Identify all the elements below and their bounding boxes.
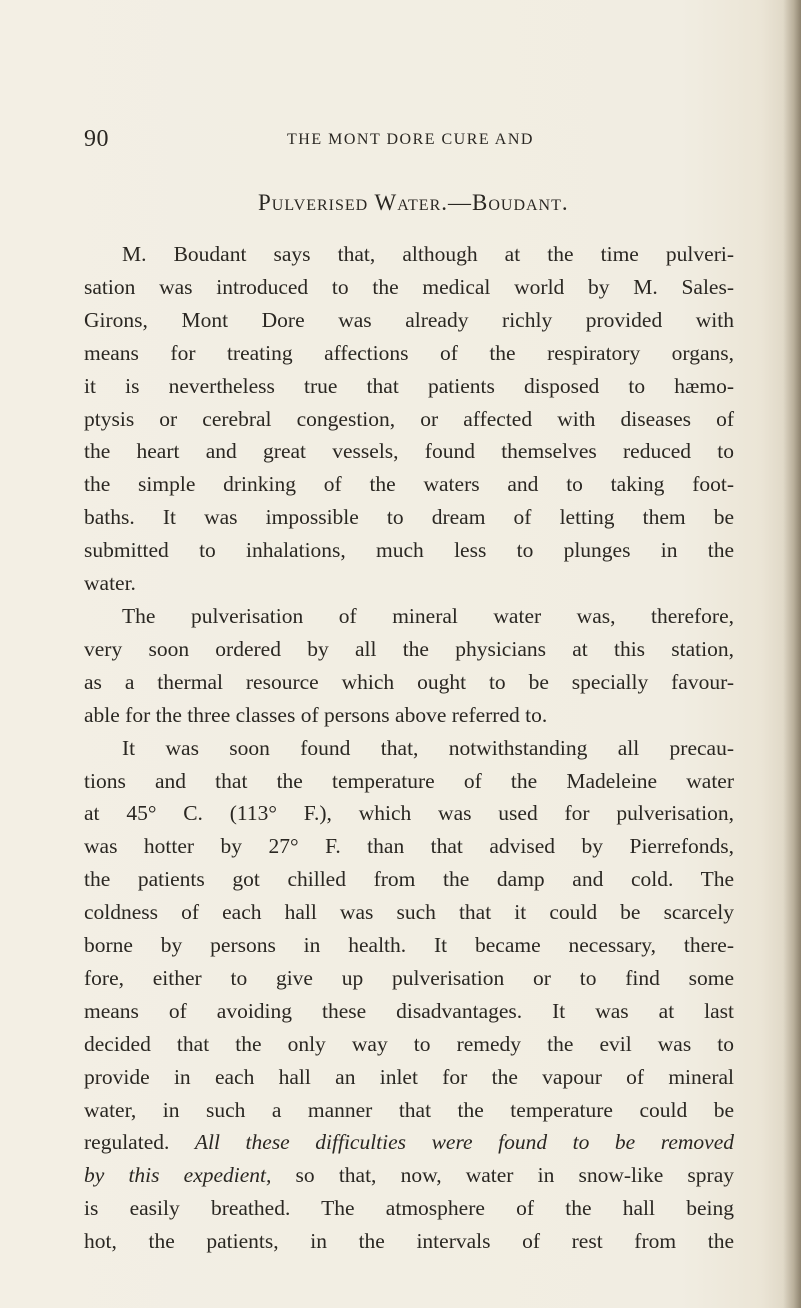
text-line: is easily breathed. The atmosphere of the hall being (84, 1196, 734, 1221)
text-line: borne by persons in health. It became necessary, there- (84, 933, 734, 958)
paragraph-3 (84, 732, 734, 1259)
text-line: provide in each hall an inlet for the vapour of mineral (84, 1064, 734, 1089)
text-line: sation was introduced to the medical world by M. Sales- (84, 274, 734, 299)
text-line (84, 1159, 734, 1192)
plain-text: so that, now, water in snow-like spray (271, 1163, 734, 1188)
regulated-text: regulated. (84, 1130, 195, 1155)
text-line: it is nevertheless true that patients disposed to hæmo- (84, 373, 734, 398)
text-line (84, 1126, 734, 1159)
text-line: the simple drinking of the waters and to taking foot- (84, 472, 734, 497)
text-line: as a thermal resource which ought to be specially favour- (84, 669, 734, 694)
text-line: means of avoiding these disadvantages. It was at last (84, 998, 734, 1023)
text-line: ptysis or cerebral congestion, or affected with diseases of (84, 406, 734, 431)
text-line: decided that the only way to remedy the evil was to (84, 1031, 734, 1056)
text-line: able for the three classes of persons above referred to. (84, 702, 548, 727)
page-number: 90 (84, 126, 109, 152)
text-line: Girons, Mont Dore was already richly provided with (84, 307, 734, 332)
text-line: tions and that the temperature of the Madeleine water (84, 768, 734, 793)
text-line: was hotter by 27° F. than that advised by Pierrefonds, (84, 834, 734, 859)
running-head: THE MONT DORE CURE AND (287, 131, 534, 148)
body-text (84, 238, 734, 1258)
text-line: water. (84, 571, 136, 596)
italic-emphasis: by this expedient, (84, 1163, 272, 1188)
text-line: hot, the patients, in the intervals of rest from the (84, 1229, 734, 1254)
text-line: fore, either to give up pulverisation or to find some (84, 965, 734, 990)
text-line: the patients got chilled from the damp and cold. The (84, 867, 734, 892)
paragraph-2 (84, 600, 734, 732)
text-line: the heart and great vessels, found themselves reduced to (84, 439, 734, 464)
italic-emphasis: All these difficulties were found to be removed (194, 1130, 734, 1155)
text-line: The pulverisation of mineral water was, therefore, (122, 603, 734, 628)
text-line: It was soon found that, notwithstanding all precau- (122, 735, 734, 760)
text-line: coldness of each hall was such that it could be scarcely (84, 900, 734, 925)
text-line: water, in such a manner that the temperature could be (84, 1097, 734, 1122)
text-line: very soon ordered by all the physicians at this station, (84, 636, 734, 661)
text-line: means for treating affections of the respiratory organs, (84, 340, 734, 365)
paragraph-1 (84, 238, 734, 600)
page-edge-shadow (783, 0, 801, 1308)
text-line: at 45° C. (113° F.), which was used for pulverisation, (84, 801, 734, 826)
text-line: M. Boudant says that, although at the time pulveri- (122, 242, 734, 266)
section-title: Pulverised Water.—Boudant. (258, 190, 569, 215)
text-line: submitted to inhalations, much less to plunges in the (84, 538, 734, 563)
text-line: baths. It was impossible to dream of letting them be (84, 505, 734, 530)
